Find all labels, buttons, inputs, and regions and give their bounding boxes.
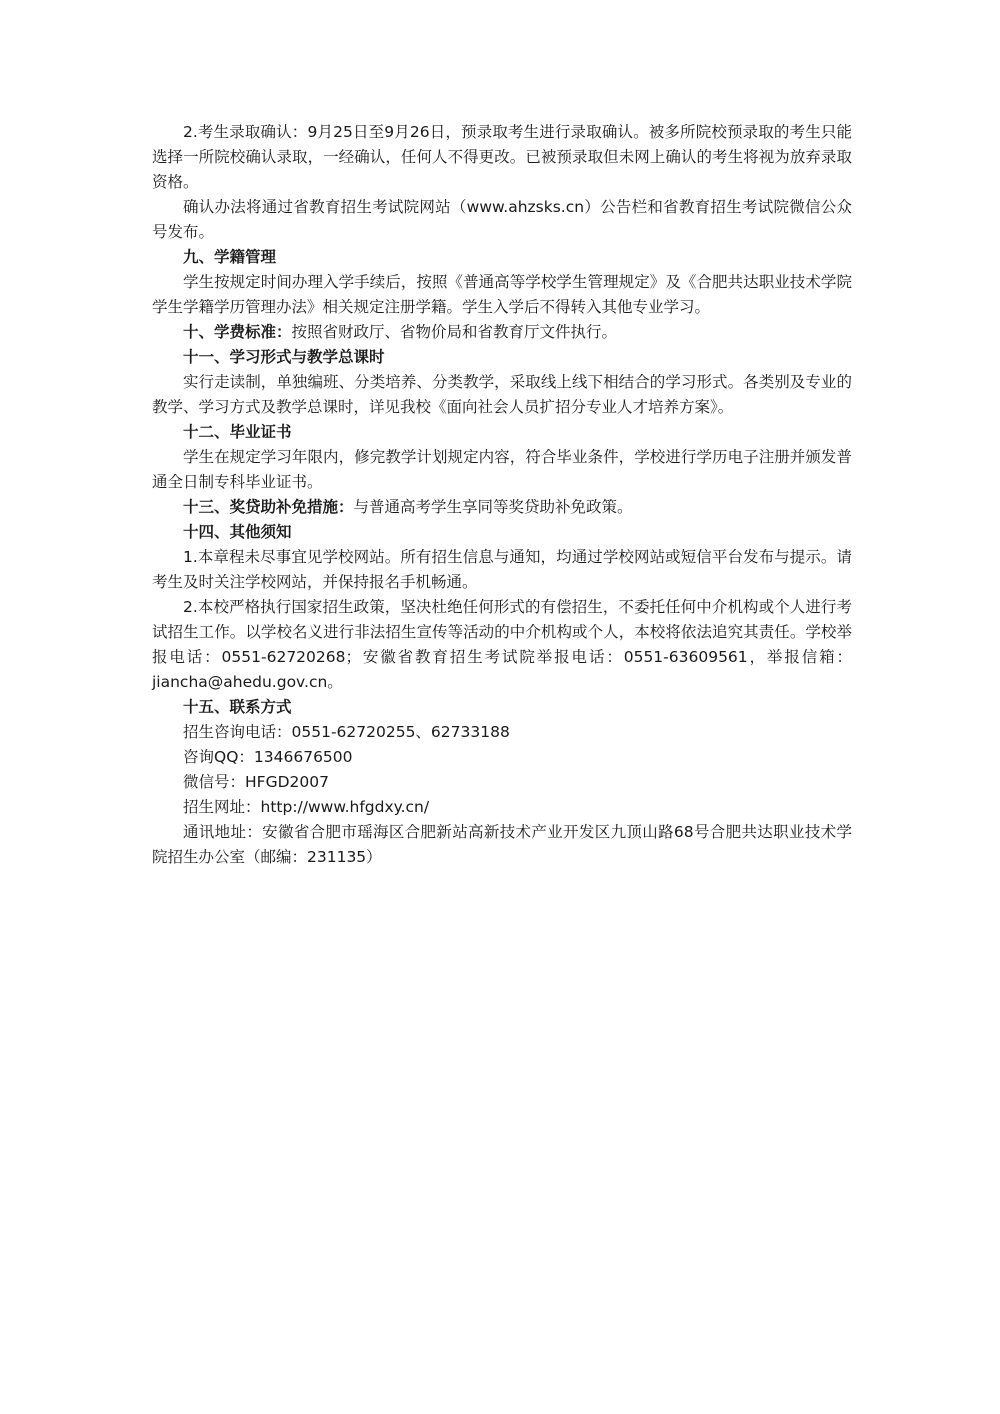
admission-confirmation-paragraph: 2.考生录取确认：9月25日至9月26日，预录取考生进行录取确认。被多所院校预录取的考生只能选择一所院校确认录取，一经确认，任何人不得更改。已被预录取但未网上确认的考生将视为放弃录取资格。 — [152, 123, 852, 191]
section-14-item-2: 2.本校严格执行国家招生政策，坚决杜绝任何形式的有偿招生，不委托任何中介机构或个人进行考试招生工作。以学校名义进行非法招生宣传等活动的中介机构或个人，本校将依法追究其责任。学校举报电话：0551-62720268；安徽省教育招生考试院举报电话：0551-63609561，举报信箱：jiancha@ahedu.gov.cn。 — [152, 598, 852, 691]
contact-address: 通讯地址：安徽省合肥市瑶海区合肥新站高新技术产业开发区九顶山路68号合肥共达职业技术学院招生办公室（邮编：231135） — [152, 823, 852, 866]
section-10-paragraph — [152, 320, 852, 345]
section-10-heading: 十、学费标准： — [183, 323, 292, 341]
section-14-item-1: 1.本章程未尽事宜见学校网站。所有招生信息与通知，均通过学校网站或短信平台发布与提示。请考生及时关注学校网站，并保持报名手机畅通。 — [152, 548, 852, 591]
section-13-body: 与普通高考学生享同等奖贷助补免政策。 — [353, 498, 633, 516]
contact-website: 招生网址：http://www.hfgdxy.cn/ — [183, 798, 430, 816]
section-15-heading: 十五、联系方式 — [183, 698, 292, 716]
section-13-paragraph — [152, 495, 852, 520]
section-14-heading: 十四、其他须知 — [183, 523, 292, 541]
section-11-heading: 十一、学习形式与教学总课时 — [183, 348, 385, 366]
confirmation-method-paragraph: 确认办法将通过省教育招生考试院网站（www.ahzsks.cn）公告栏和省教育招生考试院微信公众号发布。 — [152, 198, 852, 241]
section-10-body: 按照省财政厅、省物价局和省教育厅文件执行。 — [291, 323, 618, 341]
section-9-body: 学生按规定时间办理入学手续后，按照《普通高等学校学生管理规定》及《合肥共达职业技术学院学生学籍学历管理办法》相关规定注册学籍。学生入学后不得转入其他专业学习。 — [152, 273, 852, 316]
section-13-heading: 十三、奖贷助补免措施： — [183, 498, 354, 516]
contact-phone: 招生咨询电话：0551-62720255、62733188 — [183, 723, 510, 741]
section-12-body: 学生在规定学习年限内，修完教学计划规定内容，符合毕业条件，学校进行学历电子注册并颁发普通全日制专科毕业证书。 — [152, 448, 852, 491]
section-9-heading: 九、学籍管理 — [183, 248, 277, 266]
section-11-body: 实行走读制，单独编班、分类培养、分类教学，采取线上线下相结合的学习形式。各类别及专业的教学、学习方式及教学总课时，详见我校《面向社会人员扩招分专业人才培养方案》。 — [152, 373, 852, 416]
contact-qq: 咨询QQ：1346676500 — [183, 748, 353, 766]
section-12-heading: 十二、毕业证书 — [183, 423, 292, 441]
document-page — [152, 120, 852, 870]
contact-wechat: 微信号：HFGD2007 — [183, 773, 329, 791]
